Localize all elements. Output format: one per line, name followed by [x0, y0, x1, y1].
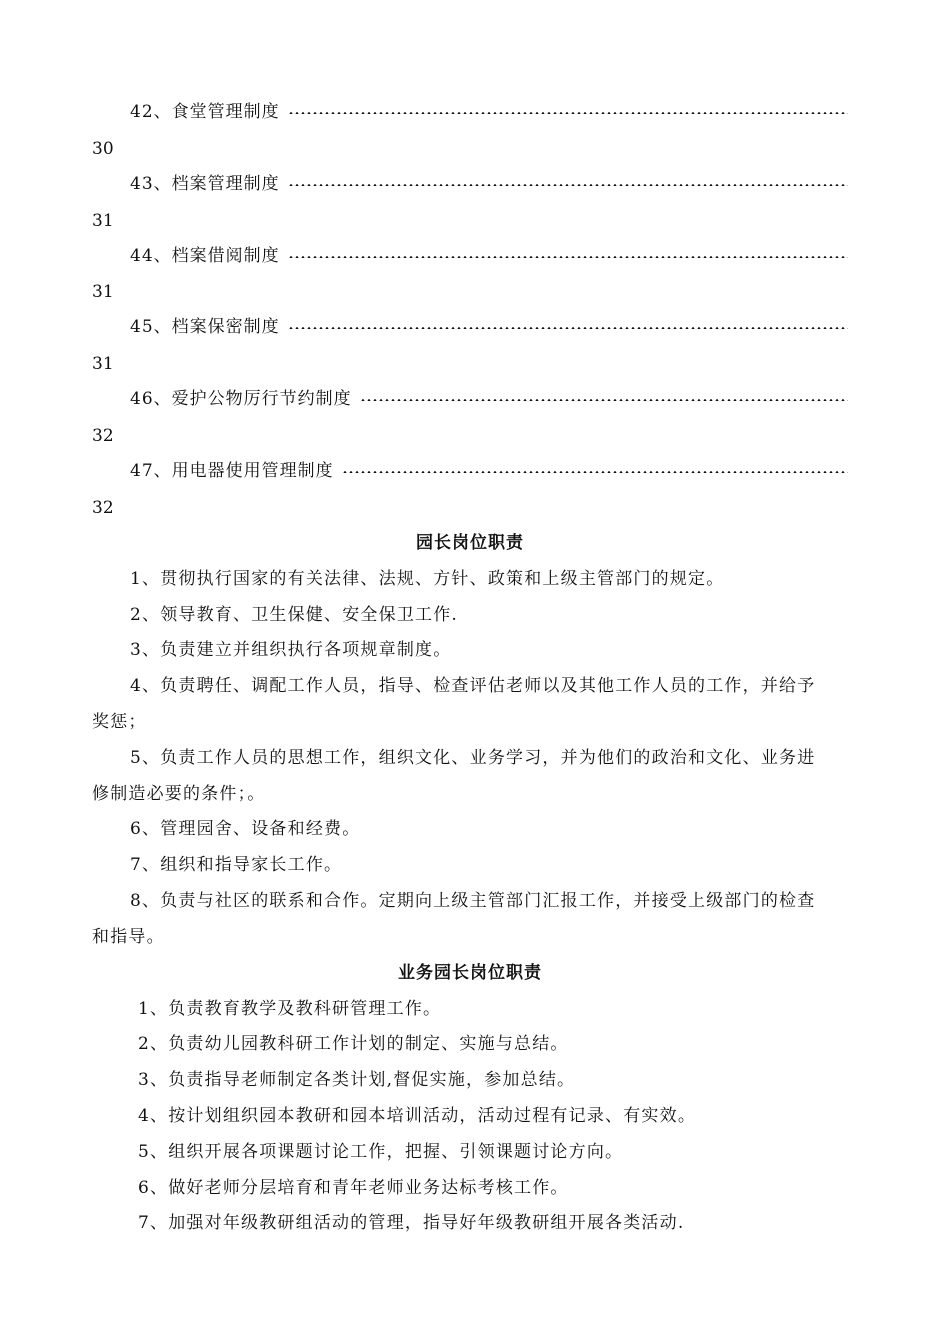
toc-page-number: 32: [92, 498, 114, 518]
toc-leader-dots: [360, 399, 848, 401]
toc-page-number: 32: [92, 426, 114, 446]
toc-leader-dots: [288, 184, 848, 186]
toc-entry[interactable]: [92, 238, 848, 274]
toc-page-number: 31: [92, 354, 114, 374]
duty-item-continuation: 修制造必要的条件；。: [92, 784, 266, 804]
toc-page-number: 31: [92, 211, 114, 231]
section-title-academic-principal: 业务园长岗位职责: [398, 963, 542, 983]
duty-item: 2、负责幼儿园教科研工作计划的制定、实施与总结。: [138, 1034, 569, 1054]
duty-item: 6、管理园舍、设备和经费。: [130, 819, 361, 839]
duty-item-continuation: 和指导。: [92, 927, 165, 947]
toc-entry-label: 46、爱护公物厉行节约制度: [130, 389, 352, 409]
duty-item: 5、负责工作人员的思想工作，组织文化、业务学习，并为他们的政治和文化、业务进: [130, 748, 816, 768]
duty-item: 7、加强对年级教研组活动的管理，指导好年级教研组开展各类活动.: [138, 1213, 685, 1233]
duty-item: 1、负责教育教学及教科研管理工作。: [138, 999, 442, 1019]
duty-item: 4、按计划组织园本教研和园本培训活动，活动过程有记录、有实效。: [138, 1106, 697, 1126]
duty-item-continuation: 奖惩；: [92, 712, 147, 732]
duty-item: 3、负责建立并组织执行各项规章制度。: [130, 640, 452, 660]
duty-item: 3、负责指导老师制定各类计划,督促实施，参加总结。: [138, 1070, 576, 1090]
duty-item: 5、组织开展各项课题讨论工作，把握、引领课题讨论方向。: [138, 1142, 624, 1162]
duty-item: 1、贯彻执行国家的有关法律、法规、方针、政策和上级主管部门的规定。: [130, 569, 725, 589]
section-title-principal: 园长岗位职责: [416, 533, 524, 553]
toc-entry-label: 43、档案管理制度: [130, 174, 280, 194]
duty-item: 6、做好老师分层培育和青年老师业务达标考核工作。: [138, 1178, 569, 1198]
toc-entry-label: 47、用电器使用管理制度: [130, 461, 334, 481]
toc-leader-dots: [288, 112, 848, 114]
toc-entry-label: 44、档案借阅制度: [130, 246, 280, 266]
toc-entry-label: 45、档案保密制度: [130, 317, 280, 337]
toc-leader-dots: [288, 256, 848, 258]
toc-entry[interactable]: [92, 94, 848, 130]
duty-item: 2、领导教育、卫生保健、安全保卫工作.: [130, 605, 459, 625]
toc-entry-label: 42、食堂管理制度: [130, 102, 280, 122]
toc-page-number: 30: [92, 139, 114, 159]
toc-page-number: 31: [92, 282, 114, 302]
duty-item: 8、负责与社区的联系和合作。定期向上级主管部门汇报工作，并接受上级部门的检查: [130, 891, 816, 911]
duty-item: 4、负责聘任、调配工作人员，指导、检查评估老师以及其他工作人员的工作，并给予: [130, 676, 816, 696]
duty-item: 7、组织和指导家长工作。: [130, 855, 343, 875]
toc-entry[interactable]: [92, 381, 848, 417]
toc-leader-dots: [342, 471, 848, 473]
toc-entry[interactable]: [92, 166, 848, 202]
toc-entry[interactable]: [92, 453, 848, 489]
toc-entry[interactable]: [92, 309, 848, 345]
toc-leader-dots: [288, 327, 848, 329]
